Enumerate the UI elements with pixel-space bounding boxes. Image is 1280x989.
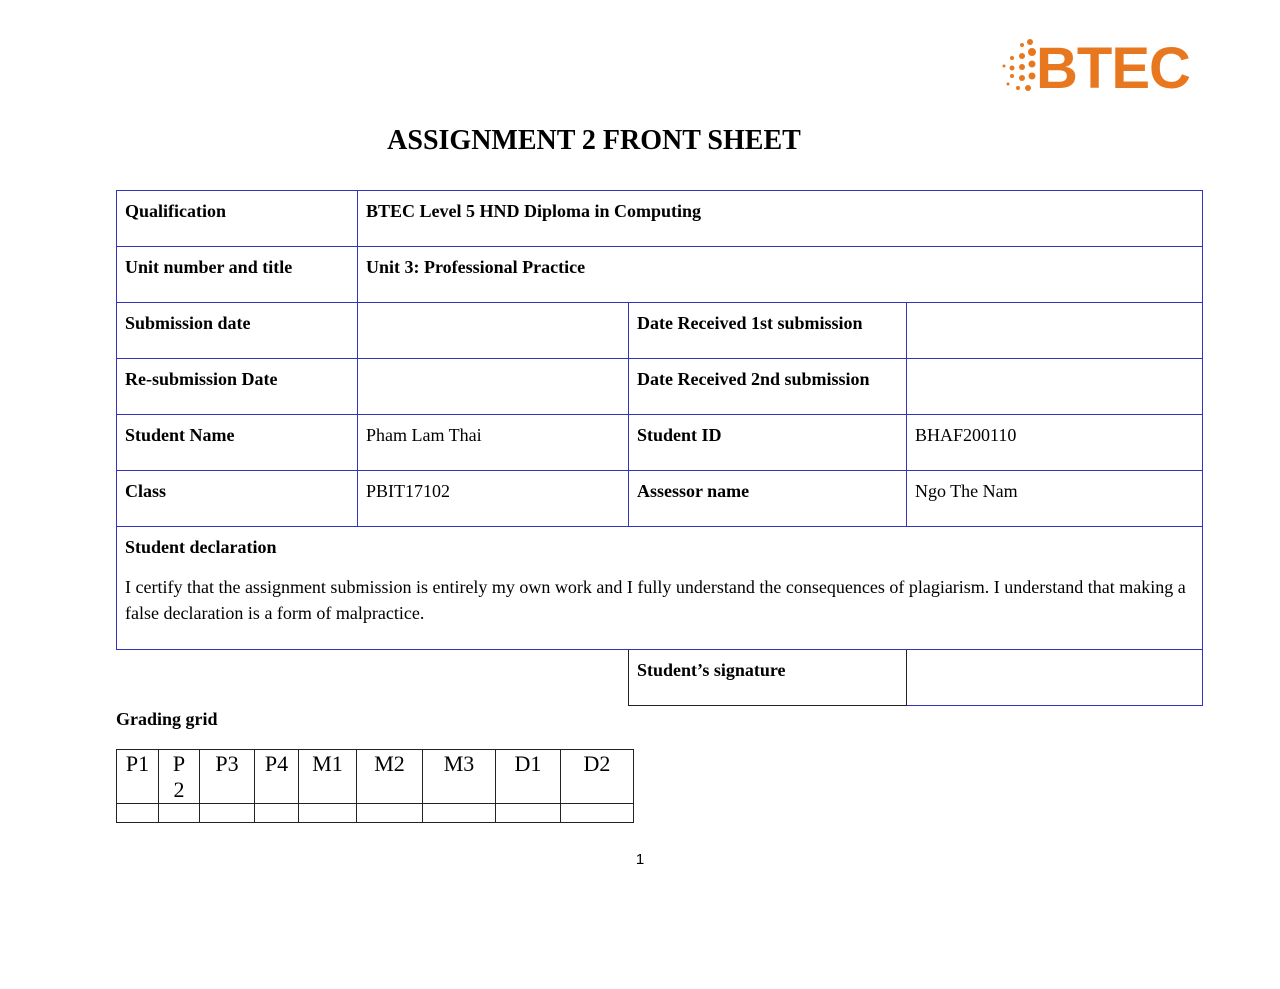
qualification-value: BTEC Level 5 HND Diploma in Computing [358, 191, 1203, 247]
logo-text: BTEC [1036, 36, 1190, 101]
grade-cell [255, 804, 299, 823]
submission-row [117, 303, 1203, 359]
signature-table [628, 650, 1203, 706]
grade-d2: D2 [561, 750, 634, 804]
resubmission-row [117, 359, 1203, 415]
page-title: ASSIGNMENT 2 FRONT SHEET [387, 125, 801, 156]
assessor-name-value: Ngo The Nam [907, 471, 1203, 527]
grade-d1: D1 [496, 750, 561, 804]
student-row [117, 415, 1203, 471]
submission-date-label: Submission date [117, 303, 358, 359]
grade-p3: P3 [200, 750, 255, 804]
qualification-row [117, 191, 1203, 247]
grade-p4: P4 [255, 750, 299, 804]
grade-m3: M3 [423, 750, 496, 804]
grade-m1: M1 [299, 750, 357, 804]
class-value: PBIT17102 [358, 471, 629, 527]
grade-p2: P 2 [159, 750, 200, 804]
student-id-value: BHAF200110 [907, 415, 1203, 471]
grading-header-row [117, 750, 634, 804]
grade-cell [496, 804, 561, 823]
declaration-cell [117, 527, 1203, 650]
grade-cell [117, 804, 159, 823]
date-received-1-value [907, 303, 1203, 359]
grade-p1: P1 [117, 750, 159, 804]
signature-label: Student’s signature [629, 650, 907, 706]
grading-grid [116, 749, 634, 823]
logo-dots-icon [1000, 36, 1040, 98]
date-received-2-label: Date Received 2nd submission [629, 359, 907, 415]
student-name-label: Student Name [117, 415, 358, 471]
date-received-1-label: Date Received 1st submission [629, 303, 907, 359]
submission-date-value [358, 303, 629, 359]
unit-value: Unit 3: Professional Practice [358, 247, 1203, 303]
declaration-text: I certify that the assignment submission is entirely my own work and I fully understand the consequences of plagiarism. I understand that making a false declaration is a form of malpractice. [125, 577, 1186, 623]
class-row [117, 471, 1203, 527]
grade-cell [200, 804, 255, 823]
grade-cell [357, 804, 423, 823]
declaration-row [117, 527, 1203, 650]
class-label: Class [117, 471, 358, 527]
signature-value [907, 650, 1203, 706]
grade-cell [159, 804, 200, 823]
date-received-2-value [907, 359, 1203, 415]
qualification-label: Qualification [117, 191, 358, 247]
student-name-value: Pham Lam Thai [358, 415, 629, 471]
btec-logo [1000, 36, 1196, 101]
front-sheet-table [116, 190, 1203, 650]
grade-m2: M2 [357, 750, 423, 804]
grade-cell [561, 804, 634, 823]
resubmission-date-label: Re-submission Date [117, 359, 358, 415]
grade-cell [423, 804, 496, 823]
declaration-heading: Student declaration [125, 537, 277, 557]
grading-value-row [117, 804, 634, 823]
assessor-name-label: Assessor name [629, 471, 907, 527]
page-number: 1 [635, 851, 645, 868]
grade-cell [299, 804, 357, 823]
student-id-label: Student ID [629, 415, 907, 471]
unit-label: Unit number and title [117, 247, 358, 303]
resubmission-date-value [358, 359, 629, 415]
grading-grid-heading: Grading grid [116, 709, 218, 729]
unit-row [117, 247, 1203, 303]
